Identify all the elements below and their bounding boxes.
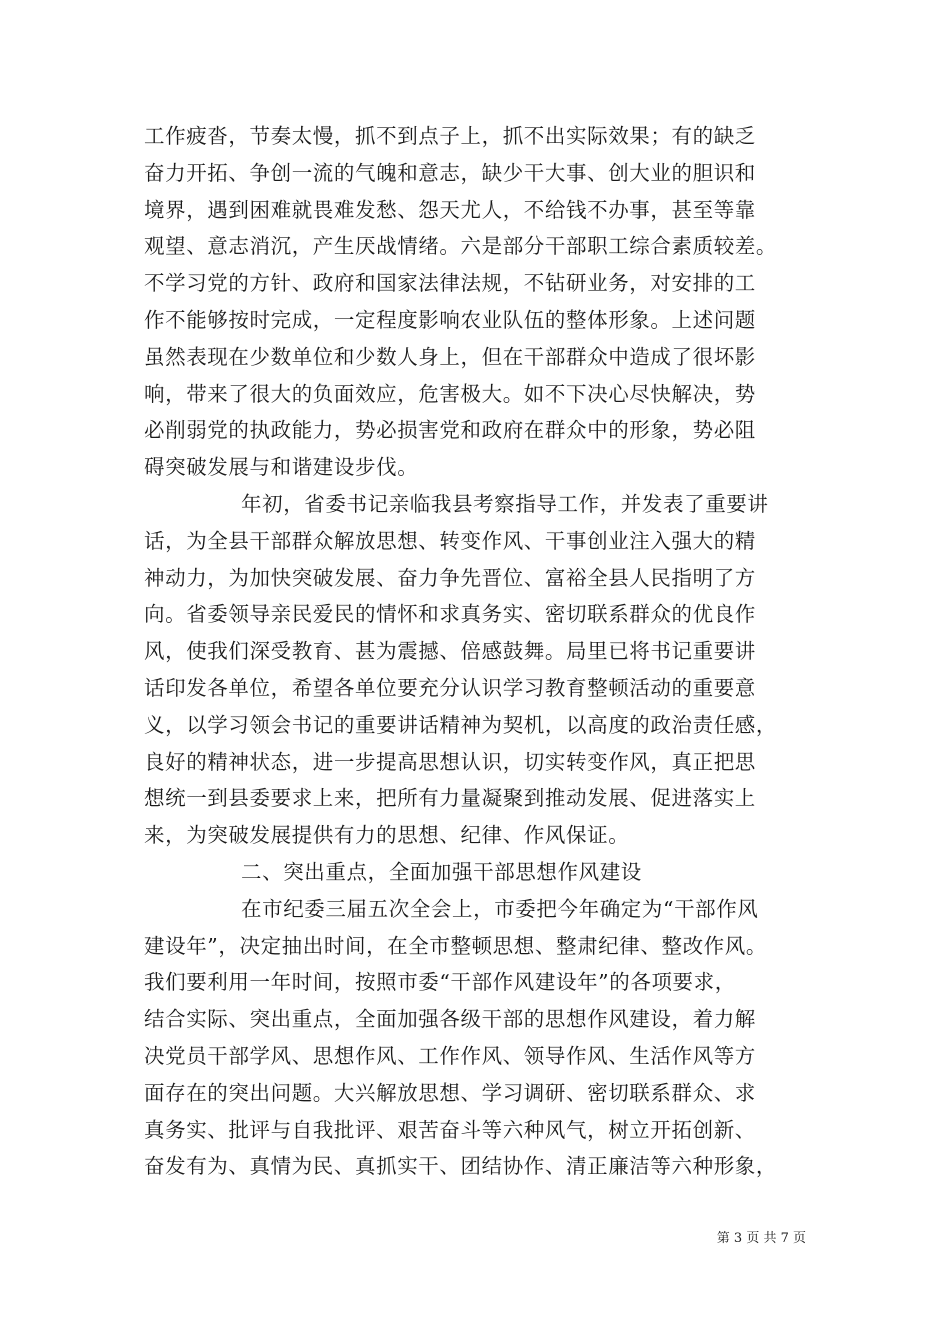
text-line: 碍突破发展与和谐建设步伐。 (144, 455, 419, 480)
text-line: 观望、意志消沉，产生厌战情绪。六是部分干部职工综合素质较差。 (144, 234, 777, 259)
paragraph-start-line: 年初，省委书记亲临我县考察指导工作，并发表了重要讲 (241, 491, 769, 516)
text-line: 良好的精神状态，进一步提高思想认识，切实转变作风，真正把思 (144, 749, 756, 774)
text-line: 奋力开拓、争创一流的气魄和意志，缺少干大事、创大业的胆识和 (144, 160, 756, 185)
text-line: 境界，遇到困难就畏难发愁、怨天尤人，不给钱不办事，甚至等靠 (144, 197, 756, 222)
text-line: 向。省委领导亲民爱民的情怀和求真务实、密切联系群众的优良作 (144, 602, 756, 627)
text-line: 话印发各单位，希望各单位要充分认识学习教育整顿活动的重要意 (144, 675, 756, 700)
text-line: 虽然表现在少数单位和少数人身上，但在干部群众中造成了很坏影 (144, 344, 756, 369)
text-line: 建设年”，决定抽出时间，在全市整顿思想、整肃纪律、整改作风。 (144, 933, 767, 958)
body-text (144, 118, 830, 1185)
text-line: 不学习党的方针、政府和国家法律法规，不钻研业务，对安排的工 (144, 271, 756, 296)
text-line: 风，使我们深受教育、甚为震撼、倍感鼓舞。局里已将书记重要讲 (144, 639, 756, 664)
text-line: 来，为突破发展提供有力的思想、纪律、作风保证。 (144, 823, 630, 848)
text-line: 面存在的突出问题。大兴解放思想、学习调研、密切联系群众、求 (144, 1080, 756, 1105)
text-line: 话，为全县干部群众解放思想、转变作风、干事创业注入强大的精 (144, 528, 756, 553)
section-heading: 二、突出重点，全面加强干部思想作风建设 (241, 859, 642, 884)
text-line: 决党员干部学风、思想作风、工作作风、领导作风、生活作风等方 (144, 1043, 756, 1068)
text-line: 我们要利用一年时间，按照市委“干部作风建设年”的各项要求， (144, 970, 736, 995)
paragraph-start-line: 在市纪委三届五次全会上，市委把今年确定为“干部作风 (241, 896, 759, 921)
text-line: 作不能够按时完成，一定程度影响农业队伍的整体形象。上述问题 (144, 307, 756, 332)
text-line: 神动力，为加快突破发展、奋力争先晋位、富裕全县人民指明了方 (144, 565, 756, 590)
text-line: 工作疲沓，节奏太慢，抓不到点子上，抓不出实际效果；有的缺乏 (144, 124, 756, 148)
text-line: 真务实、批评与自我批评、艰苦奋斗等六种风气，树立开拓创新、 (144, 1117, 756, 1142)
text-line: 想统一到县委要求上来，把所有力量凝聚到推动发展、促进落实上 (144, 786, 756, 811)
page-number: 第 3 页 共 7 页 (716, 1231, 806, 1246)
text-line: 必削弱党的执政能力，势必损害党和政府在群众中的形象，势必阻 (144, 418, 756, 443)
text-line: 结合实际、突出重点，全面加强各级干部的思想作风建设，着力解 (144, 1007, 756, 1032)
text-line: 响，带来了很大的负面效应，危害极大。如不下决心尽快解决，势 (144, 381, 756, 406)
text-line: 义，以学习领会书记的重要讲话精神为契机，以高度的政治责任感， (144, 712, 777, 737)
text-line: 奋发有为、真情为民、真抓实干、团结协作、清正廉洁等六种形象， (144, 1154, 777, 1179)
